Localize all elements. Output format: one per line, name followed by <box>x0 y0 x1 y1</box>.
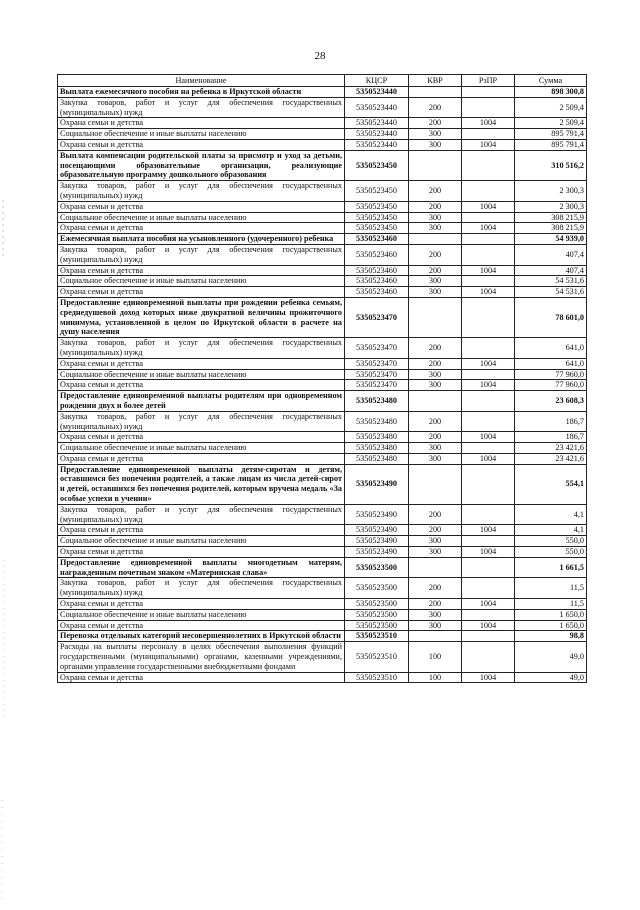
cell-name: Охрана семьи и детства <box>58 358 345 369</box>
cell-sum: 54 531,6 <box>515 276 587 287</box>
cell-kcsr: 5350523450 <box>345 150 409 180</box>
cell-kcsr: 5350523440 <box>345 118 409 129</box>
cell-sum: 98,8 <box>515 631 587 642</box>
table-row <box>58 411 587 432</box>
cell-name: Закупка товаров, работ и услуг для обеспечения государственных (муниципальных) нужд <box>58 181 345 202</box>
cell-rzpr <box>462 391 515 412</box>
cell-name: Охрана семьи и детства <box>58 672 345 683</box>
cell-kvr: 300 <box>409 453 462 464</box>
cell-kvr: 200 <box>409 599 462 610</box>
cell-kcsr: 5350523460 <box>345 276 409 287</box>
cell-sum: 77 960,0 <box>515 369 587 380</box>
cell-kcsr: 5350523470 <box>345 297 409 337</box>
cell-name: Закупка товаров, работ и услуг для обеспечения государственных (муниципальных) нужд <box>58 244 345 265</box>
cell-rzpr: 1004 <box>462 620 515 631</box>
cell-kcsr: 5350523490 <box>345 504 409 525</box>
cell-sum: 407,4 <box>515 265 587 276</box>
cell-kvr <box>409 391 462 412</box>
cell-kcsr: 5350523460 <box>345 287 409 298</box>
table-row <box>58 504 587 525</box>
cell-sum: 310 516,2 <box>515 150 587 180</box>
cell-rzpr <box>462 369 515 380</box>
cell-kvr: 300 <box>409 369 462 380</box>
cell-kcsr: 5350523480 <box>345 443 409 454</box>
cell-rzpr <box>462 244 515 265</box>
cell-rzpr <box>462 631 515 642</box>
cell-sum: 11,5 <box>515 599 587 610</box>
cell-sum: 49,0 <box>515 642 587 672</box>
cell-rzpr: 1004 <box>462 547 515 558</box>
cell-rzpr <box>462 181 515 202</box>
table-row <box>58 244 587 265</box>
cell-kvr: 300 <box>409 223 462 234</box>
cell-name: Предоставление единовременной выплаты многодетным матерям, награжденным почетным знаком «Материнская слава» <box>58 557 345 578</box>
cell-sum: 23 421,6 <box>515 443 587 454</box>
cell-name: Закупка товаров, работ и услуг для обеспечения государственных (муниципальных) нужд <box>58 504 345 525</box>
cell-name: Охрана семьи и детства <box>58 118 345 129</box>
cell-kvr: 300 <box>409 443 462 454</box>
cell-name: Социальное обеспечение и иные выплаты населению <box>58 609 345 620</box>
cell-sum: 186,7 <box>515 432 587 443</box>
cell-name: Выплата ежемесячного пособия на ребенка в Иркутской области <box>58 87 345 98</box>
cell-kcsr: 5350523480 <box>345 391 409 412</box>
cell-rzpr <box>462 609 515 620</box>
cell-kcsr: 5350523440 <box>345 139 409 150</box>
cell-kvr: 200 <box>409 265 462 276</box>
scan-edge-marks <box>0 0 8 905</box>
cell-rzpr: 1004 <box>462 223 515 234</box>
cell-sum: 23 421,6 <box>515 453 587 464</box>
cell-kvr: 200 <box>409 118 462 129</box>
table-body <box>58 87 587 683</box>
cell-kvr: 200 <box>409 432 462 443</box>
cell-rzpr: 1004 <box>462 672 515 683</box>
cell-kcsr: 5350523450 <box>345 223 409 234</box>
cell-name: Закупка товаров, работ и услуг для обеспечения государственных (муниципальных) нужд <box>58 97 345 118</box>
cell-kcsr: 5350523500 <box>345 609 409 620</box>
cell-name: Социальное обеспечение и иные выплаты населению <box>58 536 345 547</box>
cell-kcsr: 5350523470 <box>345 358 409 369</box>
cell-sum: 11,5 <box>515 578 587 599</box>
cell-kvr: 200 <box>409 338 462 359</box>
cell-sum: 54 939,0 <box>515 234 587 245</box>
cell-kcsr: 5350523510 <box>345 642 409 672</box>
cell-rzpr <box>462 129 515 140</box>
table-row <box>58 118 587 129</box>
cell-sum: 2 509,4 <box>515 97 587 118</box>
cell-rzpr: 1004 <box>462 201 515 212</box>
cell-kvr: 300 <box>409 620 462 631</box>
cell-sum: 550,0 <box>515 536 587 547</box>
table-header-row <box>58 75 587 87</box>
table-section-row <box>58 631 587 642</box>
cell-name: Охрана семьи и детства <box>58 525 345 536</box>
table-row <box>58 609 587 620</box>
cell-sum: 308 215,9 <box>515 212 587 223</box>
cell-rzpr <box>462 234 515 245</box>
table-row <box>58 547 587 558</box>
cell-name: Охрана семьи и детства <box>58 201 345 212</box>
table-row <box>58 201 587 212</box>
cell-sum: 23 608,3 <box>515 391 587 412</box>
cell-kcsr: 5350523510 <box>345 631 409 642</box>
cell-name: Предоставление единовременной выплаты детям-сиротам и детям, оставшимся без попечения родителей, а также лицам из числа детей-сирот и детей, оставшихся без попечения родителей, которым вручена медаль «За особые успехи в учении» <box>58 464 345 504</box>
cell-name: Охрана семьи и детства <box>58 139 345 150</box>
cell-name: Предоставление единовременной выплаты при рождении ребенка семьям, среднедушевой доход которых ниже двукратной величины прожиточного минимума, установленной в целом по Иркутской области в расчете на душу населения <box>58 297 345 337</box>
cell-kvr: 200 <box>409 358 462 369</box>
cell-rzpr <box>462 150 515 180</box>
table-row <box>58 443 587 454</box>
cell-kcsr: 5350523470 <box>345 380 409 391</box>
table-section-row <box>58 150 587 180</box>
table-row <box>58 578 587 599</box>
cell-name: Социальное обеспечение и иные выплаты населению <box>58 212 345 223</box>
cell-sum: 895 791,4 <box>515 129 587 140</box>
cell-kcsr: 5350523450 <box>345 212 409 223</box>
cell-kcsr: 5350523500 <box>345 620 409 631</box>
cell-sum: 186,7 <box>515 411 587 432</box>
cell-sum: 78 601,0 <box>515 297 587 337</box>
cell-kvr <box>409 464 462 504</box>
table-row <box>58 380 587 391</box>
cell-sum: 54 531,6 <box>515 287 587 298</box>
cell-sum: 1 661,5 <box>515 557 587 578</box>
cell-rzpr <box>462 276 515 287</box>
table-row <box>58 139 587 150</box>
cell-kcsr: 5350523490 <box>345 536 409 547</box>
cell-kcsr: 5350523460 <box>345 244 409 265</box>
cell-sum: 2 509,4 <box>515 118 587 129</box>
cell-rzpr: 1004 <box>462 139 515 150</box>
cell-sum: 4,1 <box>515 504 587 525</box>
column-header-sum: Сумма <box>515 75 587 87</box>
cell-sum: 898 300,8 <box>515 87 587 98</box>
cell-rzpr <box>462 557 515 578</box>
cell-name: Социальное обеспечение и иные выплаты населению <box>58 129 345 140</box>
cell-name: Охрана семьи и детства <box>58 547 345 558</box>
table-row <box>58 536 587 547</box>
cell-name: Охрана семьи и детства <box>58 223 345 234</box>
cell-name: Закупка товаров, работ и услуг для обеспечения государственных (муниципальных) нужд <box>58 338 345 359</box>
cell-rzpr <box>462 297 515 337</box>
cell-kvr <box>409 631 462 642</box>
cell-rzpr <box>462 411 515 432</box>
cell-rzpr <box>462 642 515 672</box>
cell-sum: 554,1 <box>515 464 587 504</box>
cell-sum: 77 960,0 <box>515 380 587 391</box>
cell-name: Закупка товаров, работ и услуг для обеспечения государственных (муниципальных) нужд <box>58 411 345 432</box>
cell-kcsr: 5350523450 <box>345 201 409 212</box>
table-section-row <box>58 557 587 578</box>
cell-kvr <box>409 297 462 337</box>
cell-sum: 49,0 <box>515 672 587 683</box>
cell-rzpr: 1004 <box>462 358 515 369</box>
table-row <box>58 358 587 369</box>
table-row <box>58 620 587 631</box>
cell-kvr: 300 <box>409 609 462 620</box>
cell-kvr: 200 <box>409 411 462 432</box>
cell-kvr: 200 <box>409 578 462 599</box>
table-row <box>58 642 587 672</box>
cell-kcsr: 5350523510 <box>345 672 409 683</box>
cell-kvr: 300 <box>409 380 462 391</box>
cell-rzpr: 1004 <box>462 525 515 536</box>
column-header-kvr: КВР <box>409 75 462 87</box>
cell-kvr: 100 <box>409 672 462 683</box>
table-row <box>58 97 587 118</box>
cell-kcsr: 5350523450 <box>345 181 409 202</box>
cell-kvr <box>409 87 462 98</box>
cell-kvr: 200 <box>409 201 462 212</box>
cell-name: Охрана семьи и детства <box>58 432 345 443</box>
cell-kcsr: 5350523460 <box>345 265 409 276</box>
cell-kvr: 300 <box>409 287 462 298</box>
table-row <box>58 525 587 536</box>
cell-rzpr <box>462 443 515 454</box>
cell-kvr: 300 <box>409 139 462 150</box>
cell-kcsr: 5350523500 <box>345 578 409 599</box>
cell-kvr: 300 <box>409 129 462 140</box>
cell-rzpr: 1004 <box>462 432 515 443</box>
cell-kvr: 200 <box>409 525 462 536</box>
cell-kcsr: 5350523440 <box>345 97 409 118</box>
cell-kcsr: 5350523500 <box>345 557 409 578</box>
table-row <box>58 453 587 464</box>
column-header-name: Наименование <box>58 75 345 87</box>
cell-sum: 407,4 <box>515 244 587 265</box>
cell-rzpr <box>462 212 515 223</box>
cell-name: Предоставление единовременной выплаты родителям при одновременном рождении двух и более детей <box>58 391 345 412</box>
cell-rzpr <box>462 578 515 599</box>
cell-name: Охрана семьи и детства <box>58 287 345 298</box>
table-row <box>58 129 587 140</box>
cell-rzpr: 1004 <box>462 453 515 464</box>
cell-sum: 2 300,3 <box>515 201 587 212</box>
cell-sum: 1 650,0 <box>515 609 587 620</box>
column-header-rzpr: РзПР <box>462 75 515 87</box>
cell-sum: 1 650,0 <box>515 620 587 631</box>
cell-sum: 550,0 <box>515 547 587 558</box>
table-row <box>58 276 587 287</box>
cell-name: Социальное обеспечение и иные выплаты населению <box>58 443 345 454</box>
cell-name: Охрана семьи и детства <box>58 620 345 631</box>
cell-rzpr <box>462 338 515 359</box>
cell-name: Перевозка отдельных категорий несовершеннолетних в Иркутской области <box>58 631 345 642</box>
cell-sum: 2 300,3 <box>515 181 587 202</box>
cell-kvr: 300 <box>409 212 462 223</box>
cell-kvr: 300 <box>409 276 462 287</box>
cell-kcsr: 5350523490 <box>345 525 409 536</box>
cell-sum: 4,1 <box>515 525 587 536</box>
cell-rzpr <box>462 536 515 547</box>
table-row <box>58 287 587 298</box>
cell-sum: 895 791,4 <box>515 139 587 150</box>
cell-kcsr: 5350523480 <box>345 411 409 432</box>
table-row <box>58 212 587 223</box>
table-section-row <box>58 391 587 412</box>
table-section-row <box>58 464 587 504</box>
cell-kcsr: 5350523440 <box>345 87 409 98</box>
table-row <box>58 432 587 443</box>
cell-kvr: 200 <box>409 244 462 265</box>
table-row <box>58 672 587 683</box>
cell-kvr: 100 <box>409 642 462 672</box>
column-header-kcsr: КЦСР <box>345 75 409 87</box>
cell-name: Расходы на выплаты персоналу в целях обеспечения выполнения функций государственными (муниципальными) органами, казенными учреждениями, органами управления государственными внебюджетными фондами <box>58 642 345 672</box>
cell-name: Охрана семьи и детства <box>58 380 345 391</box>
cell-kvr: 300 <box>409 547 462 558</box>
cell-name: Охрана семьи и детства <box>58 599 345 610</box>
table-section-row <box>58 87 587 98</box>
cell-name: Охрана семьи и детства <box>58 265 345 276</box>
cell-kcsr: 5350523470 <box>345 338 409 359</box>
cell-kcsr: 5350523470 <box>345 369 409 380</box>
cell-name: Выплата компенсации родительской платы за присмотр и уход за детьми, посещающими образовательные организации, реализующие образовательную программу дошкольного образования <box>58 150 345 180</box>
cell-kvr: 200 <box>409 97 462 118</box>
table-row <box>58 338 587 359</box>
cell-kvr: 200 <box>409 181 462 202</box>
cell-rzpr: 1004 <box>462 287 515 298</box>
cell-kvr <box>409 557 462 578</box>
cell-name: Социальное обеспечение и иные выплаты населению <box>58 369 345 380</box>
table-row <box>58 223 587 234</box>
budget-table <box>57 74 587 683</box>
cell-sum: 641,0 <box>515 338 587 359</box>
cell-kvr: 200 <box>409 504 462 525</box>
table-row <box>58 599 587 610</box>
cell-sum: 308 215,9 <box>515 223 587 234</box>
table-section-row <box>58 234 587 245</box>
cell-name: Ежемесячная выплата пособия на усыновленного (удочеренного) ребенка <box>58 234 345 245</box>
cell-rzpr: 1004 <box>462 599 515 610</box>
table-row <box>58 265 587 276</box>
cell-rzpr <box>462 504 515 525</box>
cell-kcsr: 5350523480 <box>345 453 409 464</box>
cell-rzpr <box>462 97 515 118</box>
cell-sum: 641,0 <box>515 358 587 369</box>
cell-name: Социальное обеспечение и иные выплаты населению <box>58 276 345 287</box>
cell-name: Охрана семьи и детства <box>58 453 345 464</box>
page-number: 28 <box>314 50 326 62</box>
cell-kvr <box>409 150 462 180</box>
table-section-row <box>58 297 587 337</box>
cell-rzpr <box>462 464 515 504</box>
table-row <box>58 369 587 380</box>
table-row <box>58 181 587 202</box>
cell-rzpr: 1004 <box>462 265 515 276</box>
cell-kvr <box>409 234 462 245</box>
cell-rzpr: 1004 <box>462 380 515 391</box>
cell-rzpr <box>462 87 515 98</box>
cell-kcsr: 5350523490 <box>345 547 409 558</box>
cell-kcsr: 5350523440 <box>345 129 409 140</box>
cell-kvr: 300 <box>409 536 462 547</box>
cell-kcsr: 5350523480 <box>345 432 409 443</box>
cell-kcsr: 5350523490 <box>345 464 409 504</box>
cell-rzpr: 1004 <box>462 118 515 129</box>
cell-kcsr: 5350523500 <box>345 599 409 610</box>
cell-name: Закупка товаров, работ и услуг для обеспечения государственных (муниципальных) нужд <box>58 578 345 599</box>
cell-kcsr: 5350523460 <box>345 234 409 245</box>
